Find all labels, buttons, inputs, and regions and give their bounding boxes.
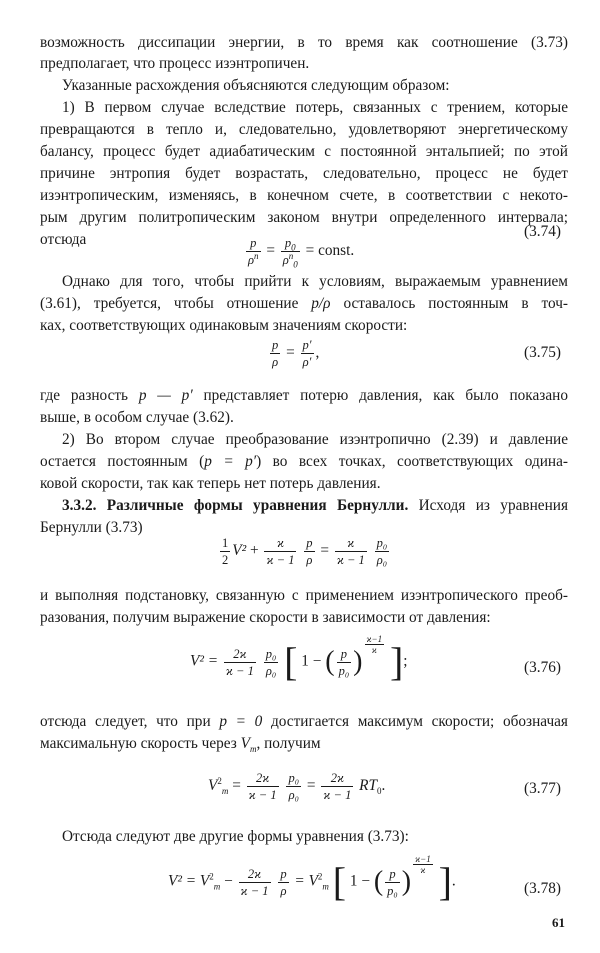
text-line: разования, получим выражение скорости в зависимости от давления: — [40, 609, 491, 626]
text-line: (3.61), требуется, чтобы отношение p/ρ оставалось постоянным в точ- — [40, 295, 568, 312]
text-line: максимальную скорость через $V_m$, получим — [40, 735, 321, 755]
text-line: Отсюда следуют две другие формы уравнения (3.73): — [62, 828, 409, 845]
text-line: отсюда — [40, 231, 87, 248]
equation-number: (3.74) — [524, 223, 561, 240]
equation-3-77: $V^2_m$ = $\frac{2ϰ}{ϰ - 1}$ $\frac{\text{p₀}}{\text{ρ₀}}$ = $\frac{2ϰ}{ϰ - 1}$ $RT_0$. — [208, 771, 386, 802]
text-line: Однако для того, чтобы прийти к условиям, выражаемым уравнением — [62, 273, 568, 290]
text-line: балансу, процесс будет адиабатическим с постоянной энтальпией; по этой — [40, 143, 568, 160]
text-line: и выполняя подстановку, связанную с применением изэнтропического преоб- — [40, 587, 568, 604]
text-line: отсюда следует, что при p = 0 достигается максимум скорости; обозначая — [40, 713, 568, 730]
text-line: причине энтропия будет возрастать, следовательно, процесс не будет — [40, 165, 568, 182]
text-line: выше, в особом случае (3.62). — [40, 409, 234, 426]
section-heading-line: 3.3.2. Различные формы уравнения Бернулли. Исходя из уравнения — [62, 497, 568, 514]
text-line: 1) В первом случае вследствие потерь, связанных с трением, которые — [62, 99, 568, 116]
equation-3-78: $V^2 = V^2_m$ − $\frac{2ϰ}{ϰ - 1}$ $\frac{p}{\rho}$ = $V^2_m$ [ 1 − ( $\frac{p}{\text{p₀}}$ ) $\frac{ϰ-1}{ϰ}$ ]. — [168, 854, 456, 904]
text-line: возможность диссипации энергии, в то время как соотношение (3.73) — [40, 34, 568, 51]
text-line: где разность p — p′ представляет потерю давления, как было показано — [40, 387, 568, 404]
equation-3-76: V² = $\frac{2ϰ}{ϰ - 1}$ $\frac{\text{p₀}}{\text{ρ₀}}$ [ 1 − ( $\frac{p}{\text{p₀}}$ ) $\frac{ϰ-1}{ϰ}$ ]; — [190, 634, 408, 684]
equation-number: (3.76) — [524, 659, 561, 676]
page-number: 61 — [552, 915, 565, 930]
text-line: предполагает, что процесс изэнтропичен. — [40, 55, 310, 72]
text-line: рым другим политропическим законом внутри определенного интервала; — [40, 209, 568, 226]
text-line: Бернулли (3.73) — [40, 519, 143, 536]
equation-number: (3.78) — [524, 880, 561, 897]
text-line: ках, соответствующих одинаковым значениям скорости: — [40, 317, 408, 334]
text-line: изэнтропическим, изменяясь, в конечном счете, в соответствии с некото- — [40, 187, 568, 204]
text-line: превращаются в тепло и, следовательно, удовлетворяют энергетическому — [40, 121, 568, 138]
equation-number: (3.77) — [524, 780, 561, 797]
text-line: Указанные расхождения объясняются следующим образом: — [62, 77, 450, 94]
text-line: 2) Во втором случае преобразование изэнтропично (2.39) и давление — [62, 431, 568, 448]
text-line: ковой скорости, так как теперь нет потерь давления. — [40, 475, 381, 492]
equation-3-75: $\frac{p}{\rho}$ = $\frac{p'}{\rho'}$ , — [272, 338, 320, 369]
text-line: остается постоянным (p = p′) во всех точках, соответствующих одина- — [40, 453, 568, 470]
equation-number: (3.75) — [524, 344, 561, 361]
equation-3-74: $\frac{p}{\rho^n}$ = $\frac{p_0}{\rho^n_0}$ = const. — [248, 236, 355, 270]
equation-bernoulli: $\frac{1}{2}$ V² + $\frac{ϰ}{ϰ - 1}$ $\frac{p}{\rho}$ = $\frac{ϰ}{ϰ - 1}$ $\frac{\text{p₀}}{\text{ρ₀}}$ — [222, 536, 388, 567]
